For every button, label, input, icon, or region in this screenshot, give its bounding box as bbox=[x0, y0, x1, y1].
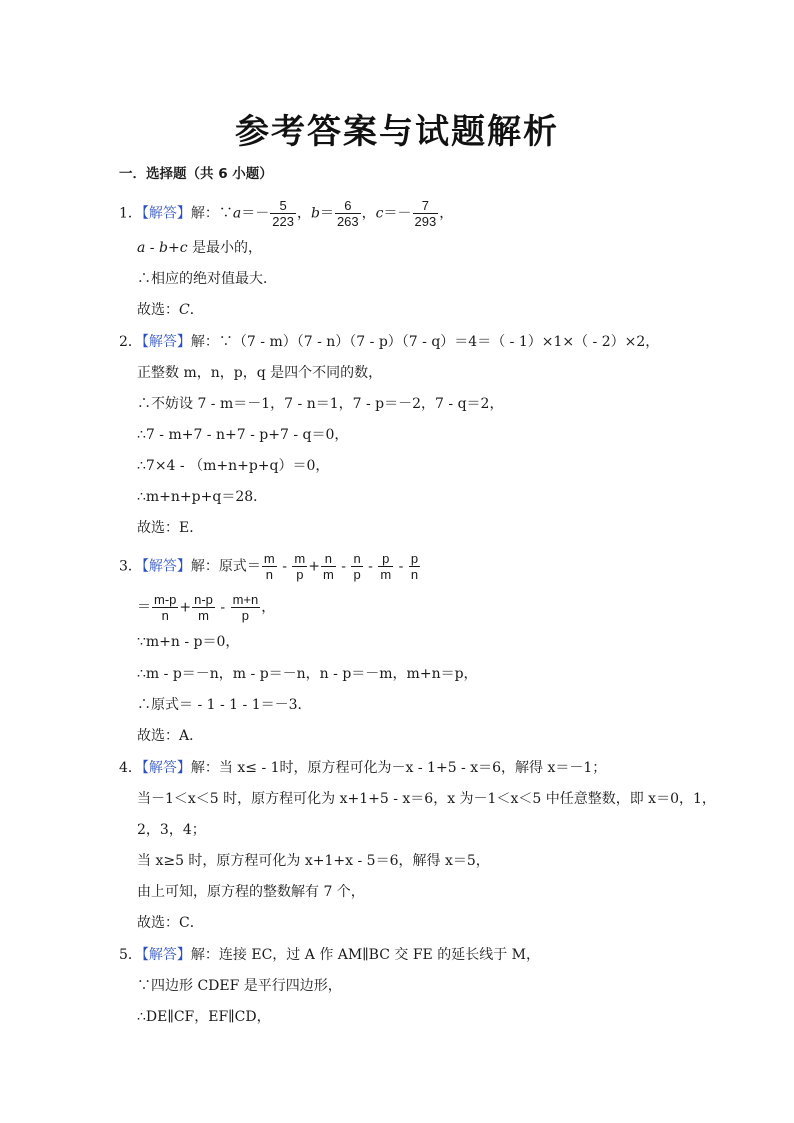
frac-den: 263 bbox=[336, 214, 359, 229]
frac-num: n bbox=[321, 551, 336, 567]
fraction bbox=[152, 592, 178, 623]
q4-line-3: 2，3，4； bbox=[137, 822, 206, 838]
q3-line-5: ∴原式＝ - 1 - 1 - 1＝－3． bbox=[137, 697, 312, 713]
q3-text: 解：原式＝ bbox=[190, 558, 261, 575]
q3-line-3: ∵m+n - p＝0， bbox=[137, 634, 240, 650]
q2-number: 2． bbox=[119, 334, 142, 350]
var-b: b bbox=[310, 205, 320, 222]
op: + bbox=[308, 558, 320, 575]
op: + bbox=[179, 599, 192, 616]
q4-text: 解：当 x≤ - 1时，原方程可化为－x - 1+5 - x＝6，解得 x＝－1； bbox=[190, 760, 607, 776]
frac-num: m-p bbox=[154, 592, 177, 607]
frac-den: n bbox=[265, 567, 273, 582]
q2-line-5: ∴7×4 - （m+n+p+q）＝0， bbox=[137, 458, 330, 474]
frac-den: m bbox=[198, 608, 209, 623]
page-title: 参考答案与试题解析 bbox=[235, 112, 559, 152]
q4-answer: 故选：C． bbox=[137, 915, 204, 931]
q1-text: + bbox=[167, 240, 180, 256]
q2-line-6: ∴m+n+p+q＝28． bbox=[137, 489, 268, 505]
q1-text: ＝－ bbox=[241, 205, 270, 222]
fraction-b bbox=[335, 198, 361, 229]
q1-text: ， bbox=[439, 205, 454, 222]
frac-num: m bbox=[263, 551, 275, 566]
q1-number: 1． bbox=[119, 205, 142, 222]
frac-num: m+n bbox=[232, 592, 259, 607]
q5-text: 解：连接 EC，过 A 作 AM∥BC 交 FE 的延长线于 M， bbox=[190, 947, 541, 963]
q1-line-1 bbox=[119, 198, 453, 229]
q3-answer: 故选：A． bbox=[137, 728, 204, 744]
q2-line-4: ∴7 - m+7 - n+7 - p+7 - q＝0， bbox=[137, 427, 349, 443]
frac-den: p bbox=[296, 567, 304, 582]
fraction bbox=[321, 551, 336, 582]
q5-tag: 【解答】 bbox=[141, 947, 191, 963]
q1-text: ， bbox=[296, 205, 311, 222]
frac-den: p bbox=[241, 608, 249, 623]
frac-den: 223 bbox=[272, 214, 294, 229]
op: - bbox=[336, 558, 351, 575]
op: - bbox=[215, 599, 230, 616]
q5-line-1 bbox=[119, 945, 540, 965]
q1-text: 是最小的， bbox=[187, 240, 262, 256]
answer-letter: C bbox=[179, 302, 190, 318]
var-b: b bbox=[159, 240, 168, 256]
fraction-a bbox=[270, 198, 296, 229]
frac-num: 5 bbox=[270, 198, 296, 214]
q3-text: ＝ bbox=[137, 599, 151, 616]
q1-line-2 bbox=[137, 238, 262, 258]
q3-line-2 bbox=[137, 592, 275, 623]
frac-den: m bbox=[322, 567, 334, 582]
frac-num: n-p bbox=[194, 592, 213, 607]
op: - bbox=[363, 558, 378, 575]
q2-line-3: ∴不妨设 7 - m＝－1，7 - n＝1，7 - p＝－2，7 - q＝2， bbox=[137, 396, 504, 412]
fraction bbox=[192, 592, 215, 623]
q1-text: ＝－ bbox=[383, 205, 412, 222]
frac-num: m bbox=[294, 551, 306, 566]
q2-text: 解：∵（7 - m）（7 - n）（7 - p）（7 - q）＝4＝（ - 1）×1×（ - 2）×2， bbox=[190, 334, 660, 350]
q2-tag: 【解答】 bbox=[141, 334, 191, 350]
q1-text: 解：∵ bbox=[190, 205, 233, 222]
op: - bbox=[277, 558, 292, 575]
q4-number: 4． bbox=[119, 760, 142, 776]
q1-answer bbox=[137, 300, 204, 320]
q1-line-3: ∴相应的绝对值最大． bbox=[137, 271, 277, 287]
frac-den: n bbox=[410, 567, 419, 582]
q5-line-3: ∴DE∥CF，EF∥CD， bbox=[137, 1009, 271, 1025]
q4-line-2: 当－1＜x＜5 时，原方程可化为 x+1+5 - x＝6，x 为－1＜x＜5 中任意整数，即 x＝0，1， bbox=[137, 791, 716, 807]
var-c: c bbox=[375, 205, 384, 222]
q1-tag: 【解答】 bbox=[141, 205, 191, 222]
frac-den: p bbox=[353, 567, 361, 582]
fraction bbox=[262, 551, 277, 582]
q4-tag: 【解答】 bbox=[141, 760, 191, 776]
frac-den: 293 bbox=[414, 214, 437, 229]
fraction bbox=[351, 551, 362, 582]
frac-num: p bbox=[378, 551, 393, 567]
q1-text: - bbox=[145, 240, 159, 256]
q1-text: ＝ bbox=[319, 205, 334, 222]
frac-num: p bbox=[410, 551, 419, 566]
section-heading: 一．选择题（共 6 小题） bbox=[119, 166, 273, 182]
q3-text: ， bbox=[261, 599, 276, 616]
q1-text: ． bbox=[189, 302, 204, 318]
fraction bbox=[409, 551, 420, 582]
q2-line-1 bbox=[119, 332, 659, 352]
var-a: a bbox=[137, 240, 146, 256]
frac-num: 6 bbox=[335, 198, 361, 214]
q1-text: 故选： bbox=[137, 302, 179, 318]
q3-line-4: ∴m - p＝－n，m - p＝－n，n - p＝－m，m+n＝p， bbox=[137, 666, 478, 682]
q2-answer: 故选：E． bbox=[137, 520, 204, 536]
q1-text: ， bbox=[361, 205, 376, 222]
frac-num: 7 bbox=[413, 198, 439, 214]
op: - bbox=[394, 558, 408, 575]
q4-line-4: 当 x≥5 时，原方程可化为 x+1+x - 5＝6，解得 x＝5， bbox=[137, 853, 490, 869]
var-a: a bbox=[232, 205, 242, 222]
fraction bbox=[378, 551, 393, 582]
fraction bbox=[231, 592, 261, 623]
var-c: c bbox=[179, 240, 188, 256]
frac-den: m bbox=[380, 567, 392, 582]
q4-line-1 bbox=[119, 758, 606, 778]
q2-line-2: 正整数 m，n，p，q 是四个不同的数， bbox=[137, 365, 383, 381]
fraction bbox=[292, 551, 307, 582]
fraction-c bbox=[413, 198, 439, 229]
q5-number: 5． bbox=[119, 947, 142, 963]
q3-number: 3． bbox=[119, 558, 142, 575]
frac-den: n bbox=[161, 608, 169, 623]
q5-line-2: ∵四边形 CDEF 是平行四边形， bbox=[137, 978, 342, 994]
q3-line-1 bbox=[119, 551, 421, 582]
frac-num: n bbox=[353, 551, 361, 566]
q4-line-5: 由上可知，原方程的整数解有 7 个， bbox=[137, 884, 365, 900]
q3-tag: 【解答】 bbox=[141, 558, 191, 575]
